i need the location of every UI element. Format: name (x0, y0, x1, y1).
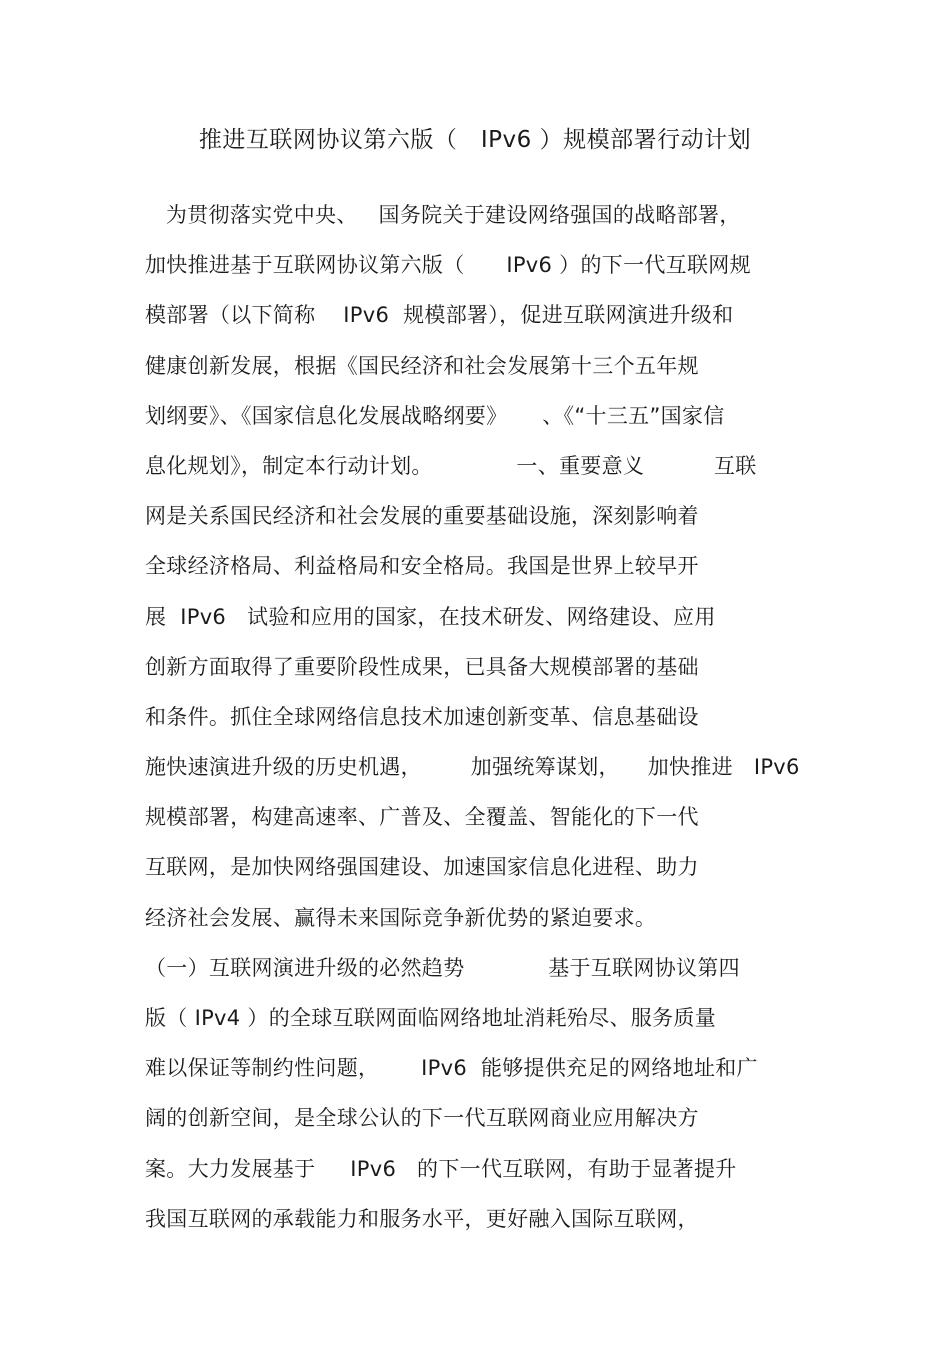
body-line: 阔的创新空间，是全球公认的下一代互联网商业应用解决方 (145, 1106, 699, 1131)
body-line: 规模部署，构建高速率、广普及、全覆盖、智能化的下一代 (145, 805, 699, 830)
body-line: 经济社会发展、赢得未来国际竞争新优势的紧迫要求。 (145, 905, 657, 930)
body-line: 版（ IPv4 ）的全球互联网面临网络地址消耗殆尽、服务质量 (145, 1006, 716, 1030)
body-line: 展 IPv6 试验和应用的国家，在技术研发、网络建设、应用 (145, 604, 716, 629)
body-line: 创新方面取得了重要阶段性成果，已具备大规模部署的基础 (145, 654, 699, 679)
body-line: 和条件。抓住全球网络信息技术加速创新变革、信息基础设 (145, 704, 699, 729)
document-body (145, 198, 825, 1252)
body-line: （一）互联网演进升级的必然趋势 基于互联网协议第四 (145, 955, 740, 980)
body-line: 划纲要》、《国家信息化发展战略纲要》 、《“十三五”国家信 (145, 403, 725, 428)
body-line: 网是关系国民经济和社会发展的重要基础设施，深刻影响着 (145, 504, 699, 529)
body-line: 难以保证等制约性问题， IPv6 能够提供充足的网络地址和广 (145, 1056, 758, 1081)
body-line: 为贯彻落实党中央、 国务院关于建设网络强国的战略部署， (145, 203, 741, 227)
body-line: 案。大力发展基于 IPv6 的下一代互联网，有助于显著提升 (145, 1156, 737, 1181)
body-line: 健康创新发展，根据《国民经济和社会发展第十三个五年规 (145, 353, 699, 378)
body-line: 我国互联网的承载能力和服务水平，更好融入国际互联网， (145, 1206, 699, 1231)
document-title: 推进互联网协议第六版（ IPv6 ）规模部署行动计划 (198, 127, 752, 153)
body-line: 施快速演进升级的历史机遇， 加强统筹谋划， 加快推进 IPv6 (145, 755, 800, 780)
body-line: 互联网，是加快网络强国建设、加速国家信息化进程、助力 (145, 855, 699, 880)
body-line: 加快推进基于互联网协议第六版（ IPv6 ）的下一代互联网规 (145, 253, 751, 278)
body-line: 模部署（以下简称 IPv6 规模部署），促进互联网演进升级和 (145, 303, 734, 328)
body-line: 息化规划》，制定本行动计划。 一、重要意义 互联 (145, 453, 757, 478)
body-line: 全球经济格局、利益格局和安全格局。我国是世界上较早开 (145, 554, 699, 579)
